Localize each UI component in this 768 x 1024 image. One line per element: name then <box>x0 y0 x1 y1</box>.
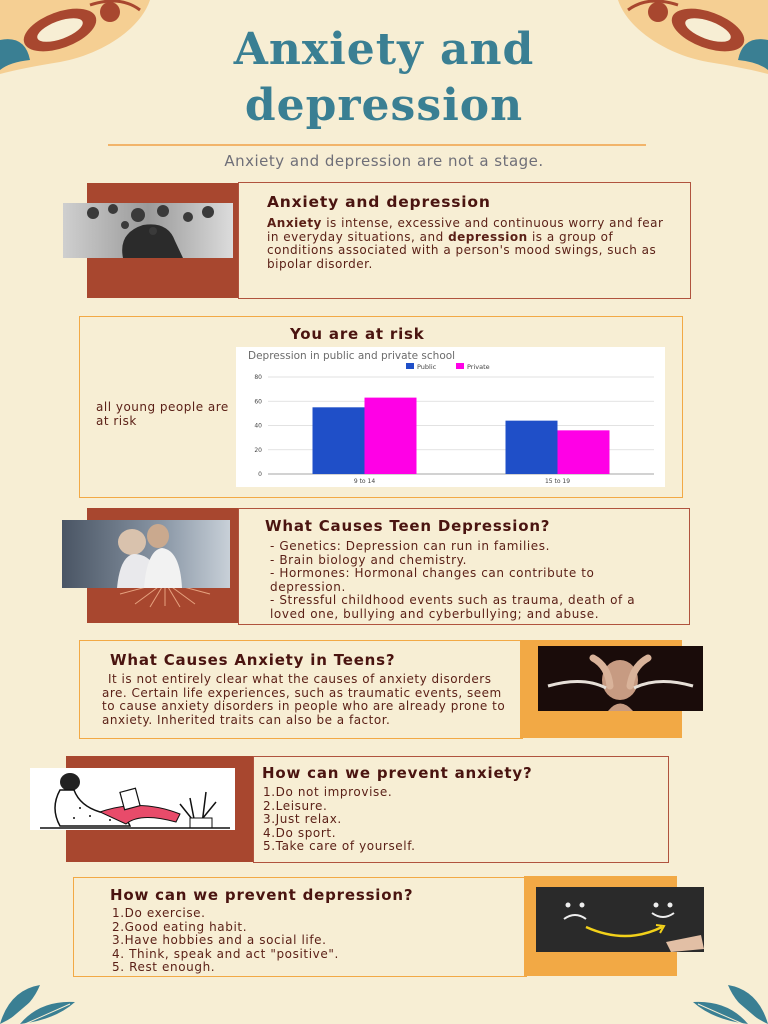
y-tick-label: 80 <box>254 374 262 381</box>
prevent-anxiety-list <box>263 786 416 854</box>
legend-swatch <box>456 363 464 369</box>
bar-public-2 <box>506 421 558 474</box>
x-tick-label: 15 to 19 <box>544 478 571 485</box>
leaf-corner-bottom-left <box>0 980 80 1024</box>
stressed-person-photo <box>538 646 703 711</box>
bar-chart <box>236 347 665 487</box>
bar-private-1 <box>365 398 417 474</box>
prevent-anxiety-title: How can we prevent anxiety? <box>262 764 533 782</box>
y-tick-label: 20 <box>254 446 262 454</box>
anxiety-text: It is not entirely clear what the causes of anxiety disorders are. Certain life experiences, such as traumatic events, seem to cause anxiety disorders in people who are already prone to anxiety. Inherited traits can also be a factor. <box>102 672 506 727</box>
list-item: 4.Do sport. <box>263 825 337 840</box>
section1-text: Anxiety is intense, excessive and continuous worry and fear in everyday situations, and depression is a group of conditions associated with a person's mood swings, such as bipolar disorder. <box>267 216 664 271</box>
list-item: - Hormones: Hormonal changes can contribute to depression. <box>270 566 595 594</box>
list-item: 2.Good eating habit. <box>112 919 248 934</box>
prevent-depression-title: How can we prevent depression? <box>110 886 414 904</box>
y-tick-label: 40 <box>254 422 262 430</box>
list-item: - Stressful childhood events such as trauma, death of a loved one, bullying and cyberbullying; and abuse. <box>270 593 636 621</box>
list-item: 4. Think, speak and act "positive". <box>112 946 339 961</box>
list-item: 3.Have hobbies and a social life. <box>112 933 327 947</box>
depression-causes-list <box>266 540 671 621</box>
legend-swatch <box>406 363 414 369</box>
list-item: 1.Do exercise. <box>112 906 206 920</box>
title-divider <box>108 144 646 146</box>
reading-woman-illustration <box>30 768 235 830</box>
leaf-corner-bottom-right <box>688 980 768 1024</box>
sad-to-happy-chalkboard-image <box>536 887 704 952</box>
section1-title: Anxiety and depression <box>267 193 491 211</box>
y-tick-label: 0 <box>258 471 262 478</box>
depression-title: What Causes Teen Depression? <box>265 517 551 535</box>
term-depression: depression <box>448 229 528 244</box>
bar-private-2 <box>558 430 610 474</box>
list-item: - Brain biology and chemistry. <box>270 552 468 567</box>
legend-label: Public <box>417 363 437 371</box>
list-item: 5. Rest enough. <box>112 960 216 974</box>
page-title <box>0 22 768 134</box>
page-title-line-2: depression <box>244 80 524 131</box>
page-title-line-1: Anxiety and <box>233 24 535 75</box>
bar-public-1 <box>313 407 365 474</box>
list-item: 2.Leisure. <box>263 798 328 813</box>
list-item: 1.Do not improvise. <box>263 785 393 799</box>
x-tick-label: 9 to 14 <box>353 478 376 485</box>
anxiety-title: What Causes Anxiety in Teens? <box>110 651 396 669</box>
prevent-depression-list <box>112 907 339 975</box>
term-anxiety: Anxiety <box>267 216 322 230</box>
chart-title: Depression in public and private school <box>248 350 456 362</box>
sad-teen-photo <box>62 520 230 588</box>
risk-title: You are at risk <box>290 325 425 343</box>
list-item: - Genetics: Depression can run in families. <box>270 539 551 553</box>
stones-head-image <box>63 203 233 258</box>
page-subtitle: Anxiety and depression are not a stage. <box>224 152 544 170</box>
list-item: 3.Just relax. <box>263 812 342 826</box>
risk-side-text: all young people are at risk <box>96 400 229 428</box>
list-item: 5.Take care of yourself. <box>263 839 416 853</box>
y-tick-label: 60 <box>254 398 262 406</box>
legend-label: Private <box>467 363 490 371</box>
